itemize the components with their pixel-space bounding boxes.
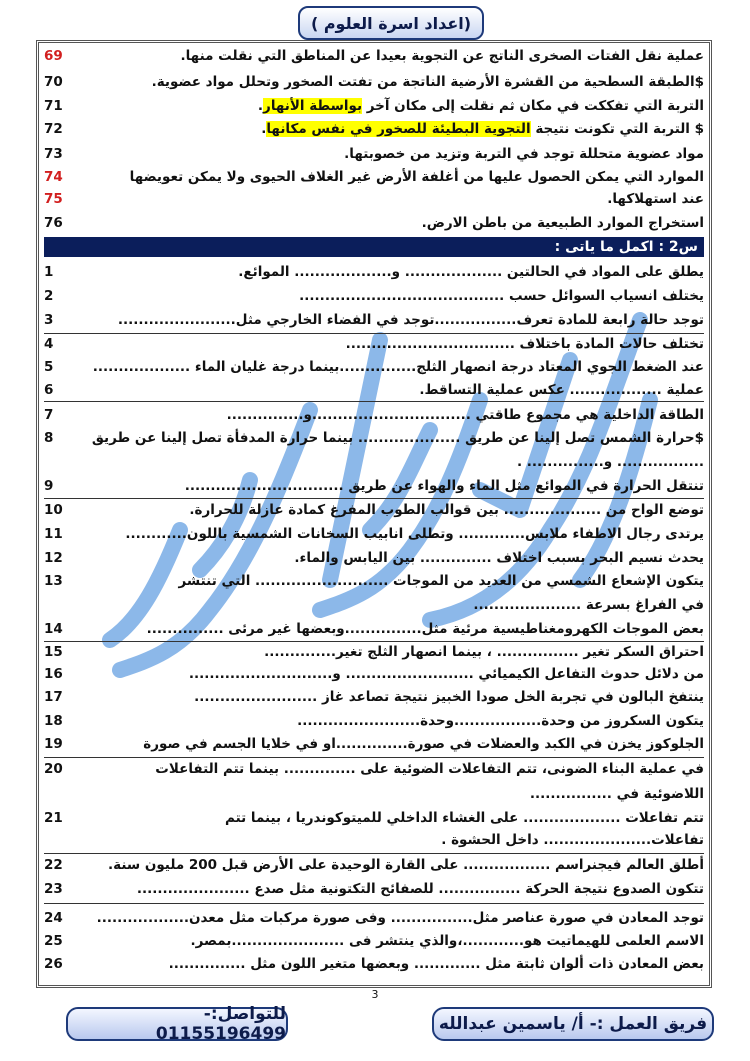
item-number: 7	[44, 407, 54, 423]
item-text: تتكون الصدوع نتيجة الحركة ................ للصفائح التكتونية مثل صدع ......................	[136, 881, 704, 897]
list-item	[44, 711, 704, 731]
list-item	[44, 380, 704, 400]
item-text: الاسم العلمى للهيماتيت هو............،والذي ينتشر فى ......................بمصر.	[190, 933, 704, 949]
item-text: بعض المعادن ذات ألوان ثابتة مثل ............. وبعضها متغير اللون مثل ...............	[168, 956, 704, 972]
item-text: يرتدى رجال الاطفاء ملابس............. وتطلى انابيب السخانات الشمسية باللون............	[125, 526, 704, 542]
list-item	[44, 855, 704, 875]
item-number: 14	[44, 621, 63, 637]
item-text: تتم تفاعلات ................... على الغشاء الداخلي للميتوكوندريا ، بينما تتم	[225, 810, 704, 826]
item-number: 6	[44, 382, 54, 398]
item-text: عند الضغط الجوي المعتاد درجة انصهار الثلج...............بينما درجة غليان الماء ...................	[92, 359, 704, 375]
item-text: يختلف انسياب السوائل حسب ........................................	[299, 288, 704, 304]
list-item	[44, 167, 704, 187]
item-number: 13	[44, 573, 63, 589]
list-item	[44, 262, 704, 282]
item-number: 12	[44, 550, 63, 566]
item-number: 3	[44, 312, 54, 328]
item-text: الموارد التي يمكن الحصول عليها من أغلفة الأرض غير الغلاف الحيوى ولا يمكن تعويضها	[129, 169, 704, 185]
item-number: 18	[44, 713, 63, 729]
item-number: 73	[44, 146, 63, 162]
item-text: عند استهلاكها.	[607, 191, 704, 207]
list-item	[44, 664, 704, 684]
header-title: (اعداد اسرة العلوم )	[298, 6, 484, 40]
item-number: 76	[44, 215, 63, 231]
page-number: 3	[371, 988, 379, 1001]
team-box: فريق العمل :- أ/ ياسمين عبدالله	[432, 1007, 714, 1041]
list-item	[44, 879, 704, 899]
list-item	[44, 119, 704, 139]
item-number: 15	[44, 644, 63, 660]
item-text: يتكون السكروز من وحدة.................وحدة........................	[297, 713, 704, 729]
item-text: عملية .................. عكس عملية التساقط.	[419, 382, 704, 398]
list-item	[44, 619, 704, 639]
item-text: توجد المعادن في صورة عناصر مثل................ وفى صورة مركبات مثل معدن..................	[96, 910, 704, 926]
list-item	[44, 72, 704, 92]
item-number: 71	[44, 98, 63, 114]
item-number: 1	[44, 264, 54, 280]
divider	[44, 757, 704, 758]
item-number: 70	[44, 74, 63, 90]
item-text: توضع الواح من ................... بين قوالب الطوب المفرغ كمادة عازلة للحرارة.	[189, 502, 704, 518]
list-item	[44, 642, 704, 662]
item-text: في الفراغ بسرعة .....................	[473, 597, 704, 613]
list-item	[44, 476, 704, 496]
item-text: تنتقل الحرارة في الموائع مثل الماء والهواء عن طريق ...............................	[184, 478, 704, 494]
item-number: 17	[44, 689, 63, 705]
item-number: 2	[44, 288, 54, 304]
item-text: يتكون الإشعاع الشمسي من العديد من الموجات .......................... التي تنتشر	[178, 573, 704, 589]
item-number: 74	[44, 169, 63, 185]
list-item	[44, 759, 704, 779]
item-text: الجلوكوز يخزن في الكبد والعضلات في صورة..............او في خلايا الجسم في صورة	[143, 736, 704, 752]
divider	[44, 853, 704, 854]
list-item	[44, 357, 704, 377]
list-item	[44, 189, 704, 209]
list-item	[44, 144, 704, 164]
item-text: يحدث نسيم البحر بسبب اختلاف .............. بين اليابس والماء.	[294, 550, 704, 566]
list-item	[44, 213, 704, 233]
list-item	[44, 548, 704, 568]
item-text: من دلائل حدوث التفاعل الكيميائي ......................... و............................	[188, 666, 704, 682]
item-number: 22	[44, 857, 63, 873]
divider	[44, 401, 704, 402]
list-item	[44, 96, 704, 116]
item-number: 9	[44, 478, 54, 494]
list-item	[44, 310, 704, 330]
divider	[44, 903, 704, 904]
item-text: الطاقة الداخلية هي مجموع طاقتي ...............................و...............	[226, 407, 704, 423]
item-number: 69	[44, 48, 63, 64]
item-number: 16	[44, 666, 63, 682]
list-item	[44, 808, 704, 828]
item-text: توجد حالة رابعة للمادة تعرف................توجد في الفضاء الخارجي مثل.......................	[117, 312, 704, 328]
item-number: 20	[44, 761, 63, 777]
item-number: 8	[44, 430, 54, 446]
highlighted-phrase: بواسطة الأنهار	[263, 98, 363, 114]
list-item	[44, 500, 704, 520]
item-number: 24	[44, 910, 63, 926]
divider	[44, 498, 704, 499]
item-number: 5	[44, 359, 54, 375]
item-text: $ التربة التي تكونت نتيجة التجوية البطيئة للصخور في نفس مكانها.	[261, 121, 704, 137]
list-item	[44, 334, 704, 354]
divider	[44, 641, 704, 642]
list-item	[44, 954, 704, 974]
item-number: 75	[44, 191, 63, 207]
list-item	[44, 286, 704, 306]
item-number: 11	[44, 526, 63, 542]
item-text: التربة التي تفككت في مكان ثم نقلت إلى مكان آخر بواسطة الأنهار.	[257, 98, 704, 114]
highlighted-phrase: التجوية البطيئة للصخور في نفس مكانها	[266, 121, 531, 137]
list-item	[44, 405, 704, 425]
item-number: 21	[44, 810, 63, 826]
item-text: تختلف حالات المادة باختلاف .................................	[345, 336, 704, 352]
item-text: ينتفخ البالون في تجربة الخل صودا الخبيز نتيجة تصاعد غاز ........................	[194, 689, 704, 705]
list-item	[44, 571, 704, 591]
item-text: أطلق العالم فيجنراسم ................. على القارة الوحيدة على الأرض قبل 200 مليون سنة.	[108, 857, 704, 873]
list-item	[44, 428, 704, 448]
item-text: يطلق على المواد في الحالتين ................... و................... الموائع.	[238, 264, 704, 280]
list-item	[44, 452, 704, 472]
item-number: 23	[44, 881, 63, 897]
item-text: عملية نقل الفتات الصخرى الناتج عن التجوية بعيدا عن المناطق التي نقلت منها.	[180, 48, 704, 64]
item-text: بعض الموجات الكهرومغناطيسية مرئية مثل...............وبعضها غير مرئى ...............	[146, 621, 704, 637]
item-number: 19	[44, 736, 63, 752]
list-item	[44, 46, 704, 66]
contact-box: للتواصل:- 01155196499	[66, 1007, 288, 1041]
item-text: ................. و............... .	[516, 454, 704, 470]
item-text: استخراج الموارد الطبيعية من باطن الارض.	[421, 215, 704, 231]
section-heading: س2 : اكمل ما ياتى :	[44, 237, 704, 257]
item-text: تفاعلات..................... داخل الحشوة .	[441, 832, 704, 848]
item-number: 4	[44, 336, 54, 352]
item-number: 26	[44, 956, 63, 972]
item-number: 10	[44, 502, 63, 518]
item-text: احتراق السكر تغير ................ ، بينما انصهار الثلج تغير..............	[264, 644, 704, 660]
item-text: $حرارة الشمس تصل إلينا عن طريق .................... بينما حرارة المدفأة تصل إلينا عن طريق	[91, 430, 704, 446]
list-item	[44, 595, 704, 615]
list-item	[44, 830, 704, 850]
item-number: 72	[44, 121, 63, 137]
item-text: $الطبقة السطحية من القشرة الأرضية الناتجة من تفتت الصخور وتحلل مواد عضوية.	[151, 74, 704, 90]
item-text: في عملية البناء الضونى، تتم التفاعلات الضوئية على .............. بينما تتم التفاعلات	[155, 761, 704, 777]
list-item	[44, 687, 704, 707]
item-text: اللاضوئية في ................	[529, 786, 704, 802]
list-item	[44, 524, 704, 544]
item-number: 25	[44, 933, 63, 949]
divider	[44, 333, 704, 334]
list-item	[44, 784, 704, 804]
list-item	[44, 908, 704, 928]
list-item	[44, 931, 704, 951]
list-item	[44, 734, 704, 754]
item-text: مواد عضوية متحللة توجد في التربة وتزيد من خصوبتها.	[344, 146, 704, 162]
